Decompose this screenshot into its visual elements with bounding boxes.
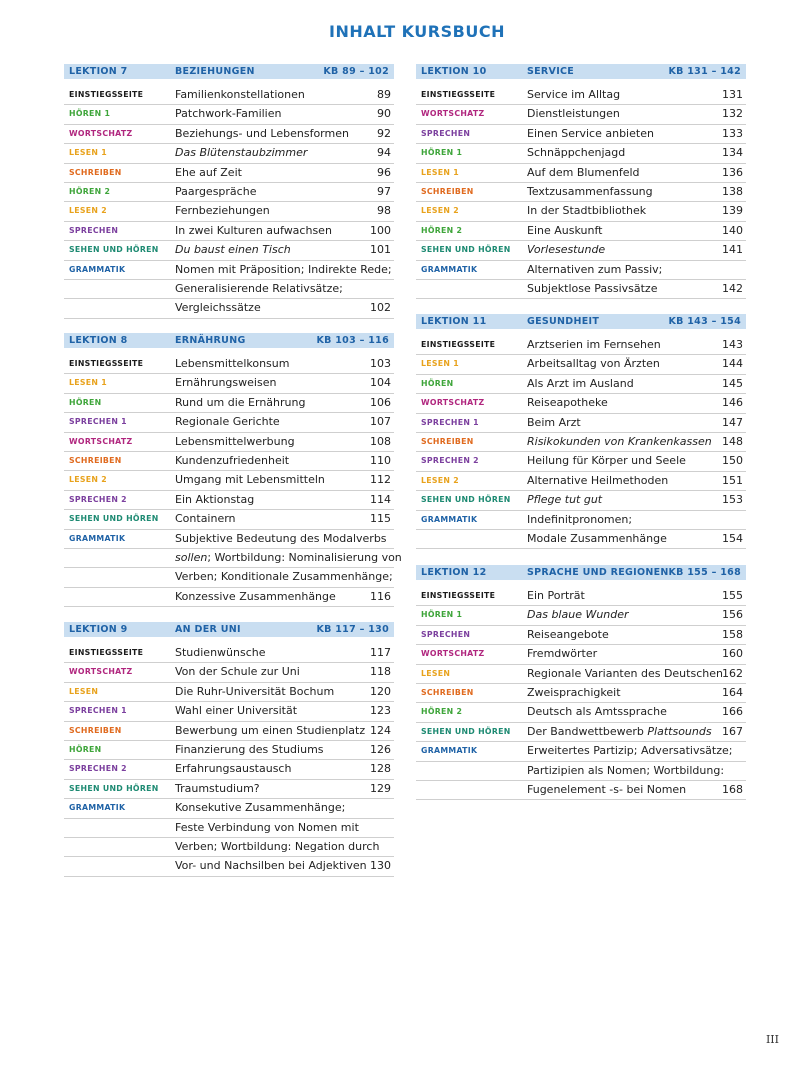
section-category: WORTSCHATZ — [69, 667, 133, 677]
page-ref: 124 — [370, 723, 391, 737]
page-ref: 168 — [722, 782, 743, 796]
section-topic: Nomen mit Präposition; Indirekte Rede; — [175, 262, 392, 276]
toc-row — [416, 414, 746, 433]
toc-row — [416, 723, 746, 742]
section-category: SEHEN UND HÖREN — [421, 495, 511, 505]
lesson-rows — [416, 336, 746, 549]
toc-row — [64, 86, 394, 105]
toc-row — [64, 280, 394, 299]
section-category: LESEN — [69, 686, 99, 696]
lesson-rows — [64, 355, 402, 607]
lesson-pages: KB 143 – 154 — [668, 316, 741, 327]
toc-row — [64, 702, 394, 721]
toc-row — [416, 336, 746, 355]
section-category: SPRECHEN 1 — [69, 417, 127, 427]
section-topic: Reiseangebote — [527, 627, 609, 641]
page-ref: 108 — [370, 434, 391, 448]
section-category: SPRECHEN 2 — [69, 494, 127, 504]
toc-row — [64, 164, 394, 183]
lesson-label: LEKTION 11 — [421, 316, 487, 327]
section-category: SPRECHEN 2 — [421, 456, 479, 466]
toc-row — [416, 144, 746, 163]
section-category: LESEN 1 — [69, 378, 108, 388]
page-ref: 166 — [722, 705, 743, 719]
section-topic: Finanzierung des Studiums — [175, 742, 324, 756]
page-ref: 104 — [370, 376, 391, 390]
toc-row — [416, 125, 746, 144]
section-category: HÖREN — [421, 378, 454, 388]
section-category: SPRECHEN — [421, 128, 471, 138]
section-topic: Regionale Gerichte — [175, 415, 280, 429]
section-topic: Service im Alltag — [527, 88, 621, 101]
page-ref: 118 — [370, 665, 391, 679]
page-ref: 167 — [722, 724, 743, 738]
section-topic: Erfahrungsaustausch — [175, 762, 292, 776]
section-topic: Rund um die Ernährung — [175, 395, 306, 409]
section-topic: Modale Zusammenhänge — [527, 531, 667, 545]
section-topic: Das blaue Wunder — [527, 608, 629, 622]
section-topic: Beim Arzt — [527, 415, 581, 429]
page-ref: 120 — [370, 684, 391, 698]
section-category: LESEN 1 — [421, 167, 460, 177]
section-topic: Alternativen zum Passiv; — [527, 262, 663, 276]
toc-row — [64, 549, 402, 568]
section-topic: Kundenzufriedenheit — [175, 453, 290, 467]
toc-row — [416, 105, 746, 124]
section-topic — [175, 551, 402, 564]
section-category: HÖREN 2 — [69, 186, 111, 196]
page-ref: 153 — [722, 493, 743, 507]
page-ref: 92 — [377, 126, 391, 140]
page-ref: 158 — [722, 627, 743, 641]
lesson-pages: KB 89 – 102 — [323, 66, 389, 77]
toc-row — [64, 374, 394, 393]
section-category: LESEN 1 — [69, 148, 108, 158]
toc-row — [416, 202, 746, 221]
section-category: EINSTIEGSSEITE — [69, 90, 144, 99]
toc-row — [416, 452, 746, 471]
lesson-7 — [64, 64, 394, 319]
toc-row — [64, 683, 394, 702]
section-topic: Partizipien als Nomen; Wortbildung: — [527, 763, 725, 777]
lesson-rows — [416, 86, 746, 299]
section-topic: In zwei Kulturen aufwachsen — [175, 223, 332, 237]
page-ref: 134 — [722, 146, 743, 160]
toc-row — [64, 299, 394, 318]
page-ref: 107 — [370, 415, 391, 429]
page-ref: 129 — [370, 781, 391, 795]
page-ref: 110 — [370, 453, 391, 467]
section-topic: Ehe auf Zeit — [175, 165, 242, 179]
section-topic: Studienwünsche — [175, 646, 266, 659]
toc-row — [64, 819, 394, 838]
section-topic: Auf dem Blumenfeld — [527, 165, 640, 179]
section-category: HÖREN 1 — [69, 109, 111, 119]
page-ref: 116 — [370, 589, 391, 603]
lesson-pages: KB 155 – 168 — [668, 567, 741, 578]
section-category: HÖREN — [69, 397, 102, 407]
page-ref: 140 — [722, 223, 743, 237]
toc-row — [416, 684, 746, 703]
section-category: HÖREN — [69, 744, 102, 754]
section-topic: Ernährungsweisen — [175, 376, 277, 390]
section-category: EINSTIEGSSEITE — [421, 340, 496, 349]
section-topic: Subjektlose Passivsätze — [527, 281, 658, 295]
toc-row — [416, 491, 746, 510]
section-topic: Feste Verbindung von Nomen mit — [175, 820, 359, 834]
section-topic: Zweisprachigkeit — [527, 685, 621, 699]
section-topic: Fremdwörter — [527, 647, 598, 661]
page-ref: 114 — [370, 492, 391, 506]
page-ref: 132 — [722, 107, 743, 121]
section-category: WORTSCHATZ — [69, 436, 133, 446]
section-topic: Generalisierende Relativsätze; — [175, 281, 343, 295]
section-topic: Risikokunden von Krankenkassen — [527, 434, 712, 448]
section-topic: Paargespräche — [175, 184, 257, 198]
section-category: GRAMMATIK — [69, 533, 126, 543]
toc-row — [64, 241, 394, 260]
page-ref: 101 — [370, 243, 391, 257]
section-topic: Arbeitsalltag von Ärzten — [527, 357, 660, 371]
section-category: GRAMMATIK — [69, 264, 126, 274]
toc-row — [416, 703, 746, 722]
toc-row — [64, 413, 394, 432]
page-ref: 160 — [722, 647, 743, 661]
toc-row — [64, 202, 394, 221]
section-category: HÖREN 2 — [421, 707, 463, 717]
section-category: SEHEN UND HÖREN — [421, 245, 511, 255]
lesson-header — [416, 64, 746, 79]
toc-row — [64, 261, 394, 280]
section-category: SPRECHEN 1 — [69, 706, 127, 716]
section-category: LESEN 2 — [421, 206, 460, 216]
section-topic: Heilung für Körper und Seele — [527, 454, 686, 468]
page-ref: 164 — [722, 685, 743, 699]
section-category: LESEN — [421, 668, 451, 678]
page-ref: 117 — [370, 646, 391, 659]
toc-row — [64, 760, 394, 779]
lesson-header — [64, 333, 394, 348]
toc-row — [64, 644, 394, 663]
page-ref: 151 — [722, 473, 743, 487]
section-topic — [527, 725, 712, 738]
page-ref: 102 — [370, 301, 391, 315]
toc-row — [416, 394, 746, 413]
lesson-pages: KB 117 – 130 — [316, 624, 389, 635]
section-category: LESEN 2 — [421, 475, 460, 485]
toc-row — [416, 355, 746, 374]
page-ref: 156 — [722, 608, 743, 622]
lesson-label: LEKTION 7 — [69, 66, 128, 77]
section-topic: Indefinitpronomen; — [527, 512, 633, 526]
page-ref: 144 — [722, 357, 743, 371]
page-ref: 97 — [377, 184, 391, 198]
toc-row — [416, 626, 746, 645]
section-category: SCHREIBEN — [69, 167, 122, 177]
toc-row — [64, 105, 394, 124]
toc-row — [64, 780, 394, 799]
section-topic: Vor- und Nachsilben bei Adjektiven — [175, 859, 367, 873]
page-ref: 139 — [722, 204, 743, 218]
section-topic: Die Ruhr-Universität Bochum — [175, 684, 335, 698]
page-ref: 103 — [370, 357, 391, 370]
toc-row — [416, 665, 746, 684]
toc-row — [416, 164, 746, 183]
section-topic: Wahl einer Universität — [175, 704, 298, 718]
lesson-rows — [416, 587, 746, 800]
toc-row — [64, 183, 394, 202]
section-topic: Dienstleistungen — [527, 107, 620, 121]
lesson-theme: ERNÄHRUNG — [175, 335, 246, 346]
toc-row — [416, 781, 746, 800]
page-ref: 150 — [722, 454, 743, 468]
section-category: EINSTIEGSSEITE — [421, 90, 496, 99]
section-topic: Konsekutive Zusammenhänge; — [175, 801, 346, 815]
page-title: INHALT KURSBUCH — [329, 22, 505, 41]
page-ref: 112 — [370, 473, 391, 487]
page-ref: 154 — [722, 531, 743, 545]
page-ref: 143 — [722, 338, 743, 351]
toc-row — [64, 530, 394, 549]
section-topic: Bewerbung um einen Studienplatz — [175, 723, 366, 737]
page-ref: 136 — [722, 165, 743, 179]
lesson-header — [64, 64, 394, 79]
toc-row — [64, 125, 394, 144]
section-topic: Eine Auskunft — [527, 223, 603, 237]
lesson-rows — [64, 644, 394, 877]
lesson-label: LEKTION 8 — [69, 335, 128, 346]
page-ref: 90 — [377, 107, 391, 121]
section-category: GRAMMATIK — [421, 264, 478, 274]
section-category: EINSTIEGSSEITE — [69, 359, 144, 368]
section-topic: Von der Schule zur Uni — [175, 665, 300, 679]
section-topic: Konzessive Zusammenhänge — [175, 589, 336, 603]
toc-row — [416, 530, 746, 549]
section-category: EINSTIEGSSEITE — [69, 648, 144, 657]
section-topic: Lebensmittelkonsum — [175, 357, 290, 370]
section-category: SEHEN UND HÖREN — [421, 726, 511, 736]
toc-row — [64, 394, 394, 413]
section-category: GRAMMATIK — [69, 803, 126, 813]
toc-row — [416, 375, 746, 394]
toc-row — [416, 183, 746, 202]
page-ref: 126 — [370, 742, 391, 756]
toc-row — [64, 741, 394, 760]
toc-row — [64, 355, 394, 374]
toc-row — [64, 510, 394, 529]
section-category: HÖREN 2 — [421, 225, 463, 235]
section-topic: Das Blütenstaubzimmer — [175, 146, 308, 160]
section-topic: In der Stadtbibliothek — [527, 204, 647, 218]
section-topic: Vorlesestunde — [527, 243, 606, 257]
section-topic: Fernbeziehungen — [175, 204, 270, 218]
section-category: LESEN 2 — [69, 475, 108, 485]
page-ref: 100 — [370, 223, 391, 237]
toc-row — [416, 241, 746, 260]
toc-row — [64, 491, 394, 510]
lesson-theme: BEZIEHUNGEN — [175, 66, 255, 77]
section-topic: Textzusammenfassung — [527, 184, 653, 198]
section-topic: Familienkonstellationen — [175, 88, 305, 101]
page-ref: 138 — [722, 184, 743, 198]
section-topic: Patchwork-Familien — [175, 107, 282, 121]
section-category: WORTSCHATZ — [69, 128, 133, 138]
section-category: GRAMMATIK — [421, 746, 478, 756]
page-ref: 145 — [722, 376, 743, 390]
section-category: SCHREIBEN — [69, 725, 122, 735]
section-category: WORTSCHATZ — [421, 649, 485, 659]
topic-text: ; Wortbildung: Nominalisierung von — [207, 550, 402, 564]
lesson-theme: GESUNDHEIT — [527, 316, 600, 327]
section-topic: Vergleichssätze — [175, 301, 261, 315]
toc-row — [416, 261, 746, 280]
section-topic: Du baust einen Tisch — [175, 243, 291, 257]
section-category: HÖREN 1 — [421, 610, 463, 620]
section-topic: Als Arzt im Ausland — [527, 376, 634, 390]
lesson-theme: SPRACHE UND REGIONEN — [527, 567, 669, 578]
section-topic: Reiseapotheke — [527, 396, 608, 410]
lesson-pages: KB 103 – 116 — [316, 335, 389, 346]
section-topic: Lebensmittelwerbung — [175, 434, 295, 448]
lesson-11 — [416, 314, 746, 549]
toc-row — [416, 742, 746, 761]
toc-row — [416, 222, 746, 241]
page-ref: 142 — [722, 281, 743, 295]
lesson-header — [416, 565, 746, 580]
lesson-label: LEKTION 12 — [421, 567, 487, 578]
section-category: SPRECHEN 2 — [69, 764, 127, 774]
page-ref: 148 — [722, 434, 743, 448]
section-category: SEHEN UND HÖREN — [69, 245, 159, 255]
page-ref: 141 — [722, 243, 743, 257]
lesson-rows — [64, 86, 394, 319]
toc-row — [416, 606, 746, 625]
section-topic: Subjektive Bedeutung des Modalverbs — [175, 531, 387, 545]
lesson-label: LEKTION 10 — [421, 66, 487, 77]
page-ref: 94 — [377, 146, 391, 160]
section-category: SCHREIBEN — [421, 687, 474, 697]
lesson-9 — [64, 622, 394, 877]
section-topic: Arztserien im Fernsehen — [527, 338, 661, 351]
lesson-12 — [416, 565, 746, 800]
section-category: SEHEN UND HÖREN — [69, 514, 159, 524]
toc-row — [64, 568, 394, 587]
toc-row — [64, 452, 394, 471]
section-category: SPRECHEN — [69, 225, 119, 235]
toc-row — [64, 663, 394, 682]
section-category: SCHREIBEN — [69, 455, 122, 465]
page-ref: 146 — [722, 396, 743, 410]
section-category: HÖREN 1 — [421, 148, 463, 158]
toc-row — [64, 857, 394, 876]
page-ref: 130 — [370, 859, 391, 873]
toc-row — [416, 762, 746, 781]
topic-text: Der Bandwettbewerb — [527, 724, 648, 738]
lesson-theme: AN DER UNI — [175, 624, 241, 635]
toc-row — [416, 472, 746, 491]
section-category: SPRECHEN — [421, 629, 471, 639]
section-topic: Erweitertes Partizip; Adversativsätze; — [527, 744, 733, 758]
section-topic: Ein Porträt — [527, 589, 585, 602]
page-ref: 89 — [377, 88, 391, 101]
toc-row — [416, 433, 746, 452]
section-topic: Pflege tut gut — [527, 493, 603, 507]
toc-row — [64, 799, 394, 818]
topic-emphasis: Plattsounds — [647, 724, 712, 738]
section-category: WORTSCHATZ — [421, 398, 485, 408]
page-ref: 147 — [722, 415, 743, 429]
section-category: LESEN 1 — [421, 359, 460, 369]
lesson-8 — [64, 333, 402, 607]
section-topic: Beziehungs- und Lebensformen — [175, 126, 349, 140]
toc-row — [416, 587, 746, 606]
lesson-theme: SERVICE — [527, 66, 575, 77]
section-topic: Traumstudium? — [175, 781, 260, 795]
toc-row — [416, 86, 746, 105]
section-topic: Verben; Wortbildung: Negation durch — [175, 839, 380, 853]
section-category: EINSTIEGSSEITE — [421, 591, 496, 600]
section-category: SPRECHEN 1 — [421, 417, 479, 427]
toc-row — [416, 511, 746, 530]
toc-row — [64, 722, 394, 741]
toc-row — [64, 588, 394, 607]
lesson-pages: KB 131 – 142 — [668, 66, 741, 77]
toc-row — [416, 280, 746, 299]
page-ref: 133 — [722, 126, 743, 140]
page-ref: 155 — [722, 589, 743, 602]
lesson-10 — [416, 64, 746, 299]
section-category: GRAMMATIK — [421, 514, 478, 524]
toc-row — [64, 838, 394, 857]
toc-row — [64, 222, 394, 241]
page-ref: 115 — [370, 512, 391, 526]
section-topic: Regionale Varianten des Deutschen — [527, 666, 723, 680]
page-number: III — [765, 1033, 779, 1046]
section-topic: Einen Service anbieten — [527, 126, 654, 140]
section-topic: Containern — [175, 512, 236, 526]
toc-row — [64, 471, 394, 490]
section-topic: Fugenelement -s- bei Nomen — [527, 782, 687, 796]
page-ref: 106 — [370, 395, 391, 409]
section-category: WORTSCHATZ — [421, 109, 485, 119]
section-topic: Alternative Heilmethoden — [527, 473, 669, 487]
lesson-label: LEKTION 9 — [69, 624, 128, 635]
section-topic: Umgang mit Lebensmitteln — [175, 473, 325, 487]
section-category: SCHREIBEN — [421, 186, 474, 196]
section-topic: Schnäppchenjagd — [527, 146, 626, 160]
lesson-header — [64, 622, 394, 637]
page-ref: 162 — [722, 666, 743, 680]
section-category: SEHEN UND HÖREN — [69, 783, 159, 793]
section-topic: Verben; Konditionale Zusammenhänge; — [175, 570, 393, 584]
section-topic: Deutsch als Amtssprache — [527, 705, 667, 719]
page-ref: 123 — [370, 704, 391, 718]
section-category: LESEN 2 — [69, 206, 108, 216]
page-ref: 128 — [370, 762, 391, 776]
section-category: SCHREIBEN — [421, 436, 474, 446]
page-ref: 96 — [377, 165, 391, 179]
lesson-header — [416, 314, 746, 329]
topic-emphasis: sollen — [175, 550, 208, 564]
page-ref: 131 — [722, 88, 743, 101]
toc-row — [64, 433, 394, 452]
toc-row — [416, 645, 746, 664]
page-ref: 98 — [377, 204, 391, 218]
toc-row — [64, 144, 394, 163]
section-topic: Ein Aktionstag — [175, 492, 255, 506]
